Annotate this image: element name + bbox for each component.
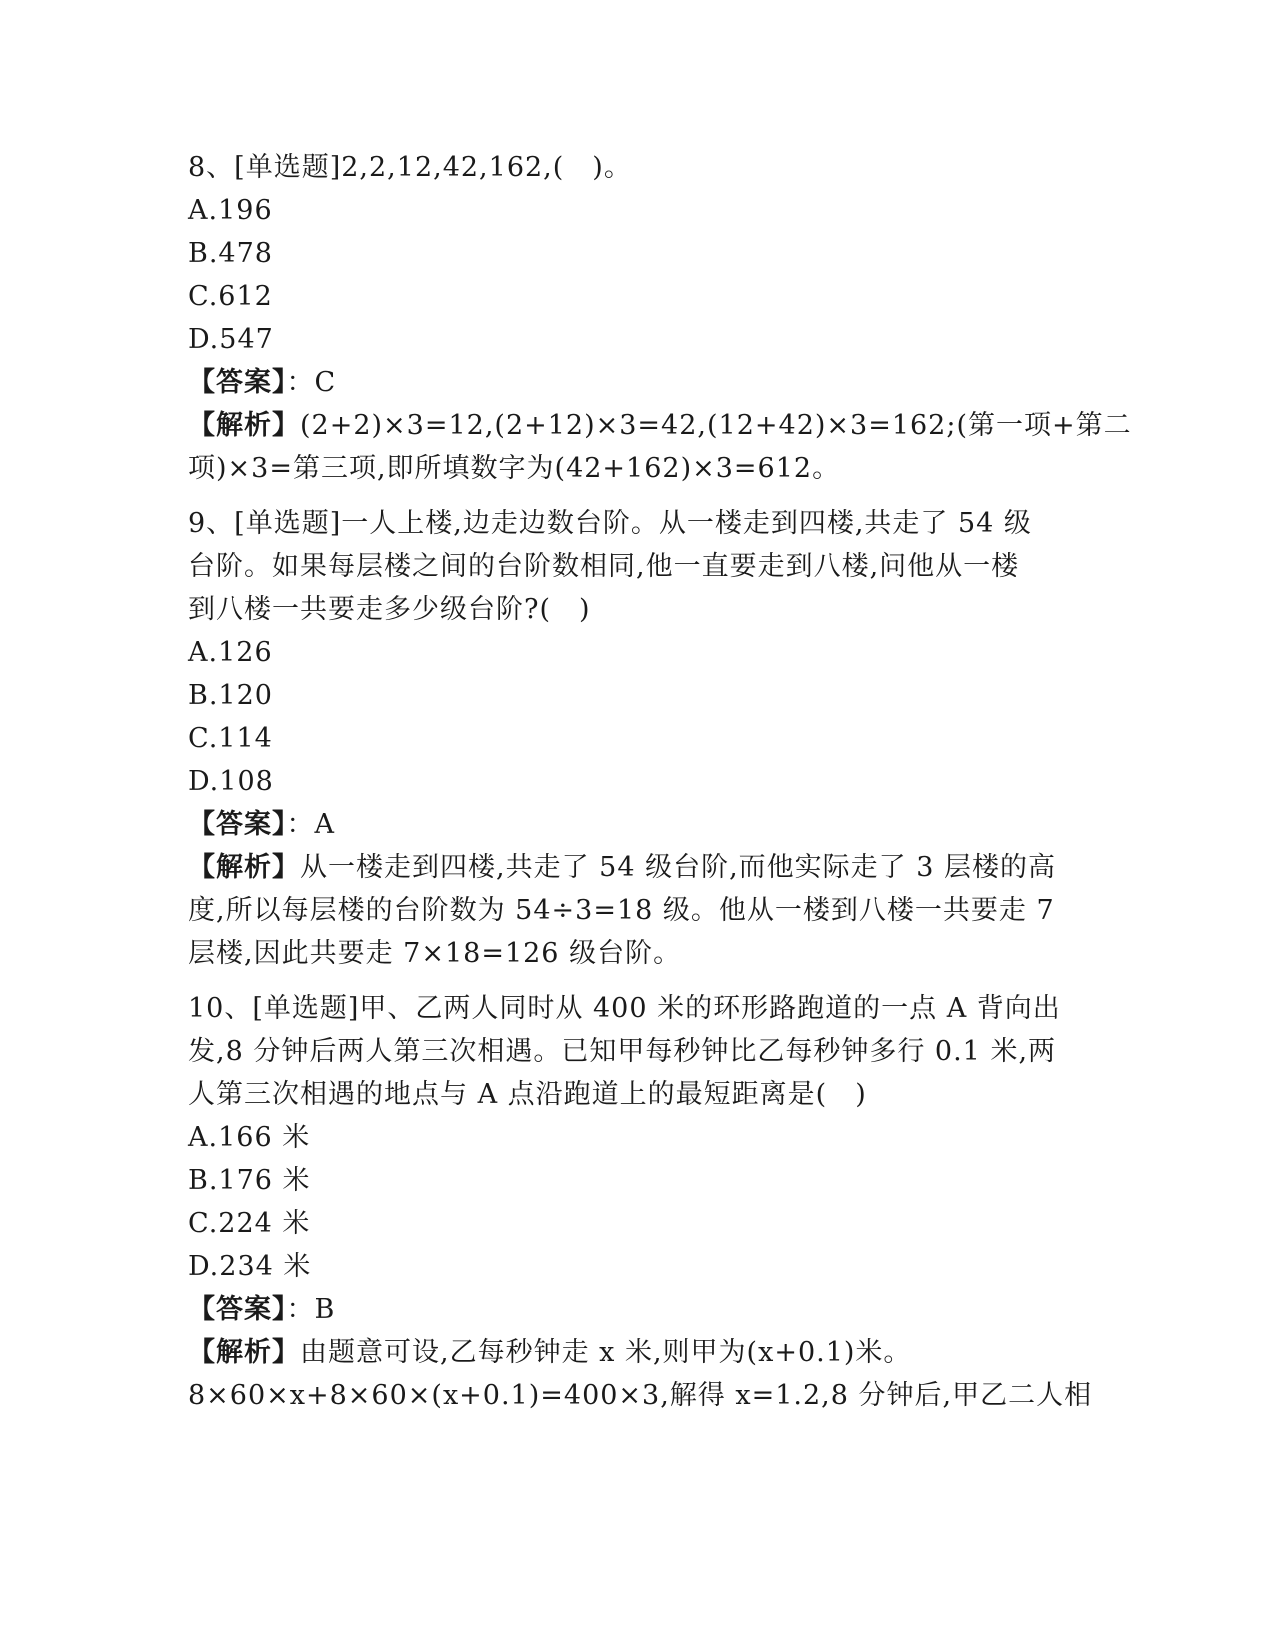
option-a: A.126: [188, 637, 273, 668]
analysis-tag: 【解析】: [188, 852, 300, 883]
analysis-line: 层楼,因此共要走 7×18=126 级台阶。: [188, 938, 682, 969]
option-b: B.478: [188, 238, 273, 269]
analysis-line: 度,所以每层楼的台阶数为 54÷3=18 级。他从一楼到八楼一共要走 7: [188, 895, 1055, 926]
option-a: A.196: [188, 195, 273, 226]
option-c: C.224 米: [188, 1208, 311, 1239]
question-10: [188, 987, 1093, 1417]
answer-tag: 【答案】: [188, 367, 287, 398]
question-spacer: [188, 490, 1088, 502]
option-d: D.234 米: [188, 1251, 312, 1282]
analysis-text: 由题意可设,乙每秒钟走 x 米,则甲为(x+0.1)米。: [300, 1337, 912, 1368]
question-9: [188, 502, 1088, 975]
option-b: B.120: [188, 680, 273, 711]
answer-tag: 【答案】: [188, 1294, 287, 1325]
analysis-line: [188, 1331, 1088, 1374]
document-page: [188, 146, 1132, 1417]
answer-separator: ：: [286, 809, 315, 840]
question-stem-line: 发,8 分钟后两人第三次相遇。已知甲每秒钟比乙每秒钟多行 0.1 米,两: [188, 1036, 1057, 1067]
option-d: D.108: [188, 766, 274, 797]
question-stem-line: 9、[单选题]一人上楼,边走边数台阶。从一楼走到四楼,共走了 54 级: [188, 508, 1032, 539]
option-c: C.612: [188, 281, 273, 312]
option-b: B.176 米: [188, 1165, 311, 1196]
analysis-line: [188, 404, 1132, 447]
question-stem-line: 台阶。如果每层楼之间的台阶数相同,他一直要走到八楼,问他从一楼: [188, 551, 1020, 582]
analysis-line: 8×60×x+8×60×(x+0.1)=400×3,解得 x=1.2,8 分钟后,甲乙二人相: [188, 1380, 1093, 1411]
question-stem-line: 8、[单选题]2,2,12,42,162,( )。: [188, 152, 632, 183]
analysis-line: [188, 846, 1088, 889]
answer-line: [188, 361, 1088, 404]
option-a: A.166 米: [188, 1122, 311, 1153]
analysis-text: 从一楼走到四楼,共走了 54 级台阶,而他实际走了 3 层楼的高: [300, 852, 1057, 883]
question-spacer: [188, 975, 1088, 987]
question-stem-line: 到八楼一共要走多少级台阶?( ): [188, 594, 591, 625]
analysis-line: 项)×3=第三项,即所填数字为(42+162)×3=612。: [188, 453, 841, 484]
answer-line: [188, 803, 1088, 846]
analysis-text: (2+2)×3=12,(2+12)×3=42,(12+42)×3=162;(第一项+第二: [300, 410, 1132, 441]
answer-value: C: [314, 367, 337, 398]
option-c: C.114: [188, 723, 273, 754]
answer-tag: 【答案】: [188, 809, 287, 840]
question-stem-line: 人第三次相遇的地点与 A 点沿跑道上的最短距离是( ): [188, 1079, 867, 1110]
answer-value: A: [314, 809, 335, 840]
analysis-tag: 【解析】: [188, 1337, 300, 1368]
question-8: [188, 146, 1132, 490]
answer-separator: ：: [286, 367, 315, 398]
analysis-tag: 【解析】: [188, 410, 300, 441]
answer-line: [188, 1288, 1088, 1331]
question-stem-line: 10、[单选题]甲、乙两人同时从 400 米的环形路跑道的一点 A 背向出: [188, 993, 1061, 1024]
option-d: D.547: [188, 324, 274, 355]
answer-value: B: [314, 1294, 336, 1325]
answer-separator: ：: [286, 1294, 315, 1325]
